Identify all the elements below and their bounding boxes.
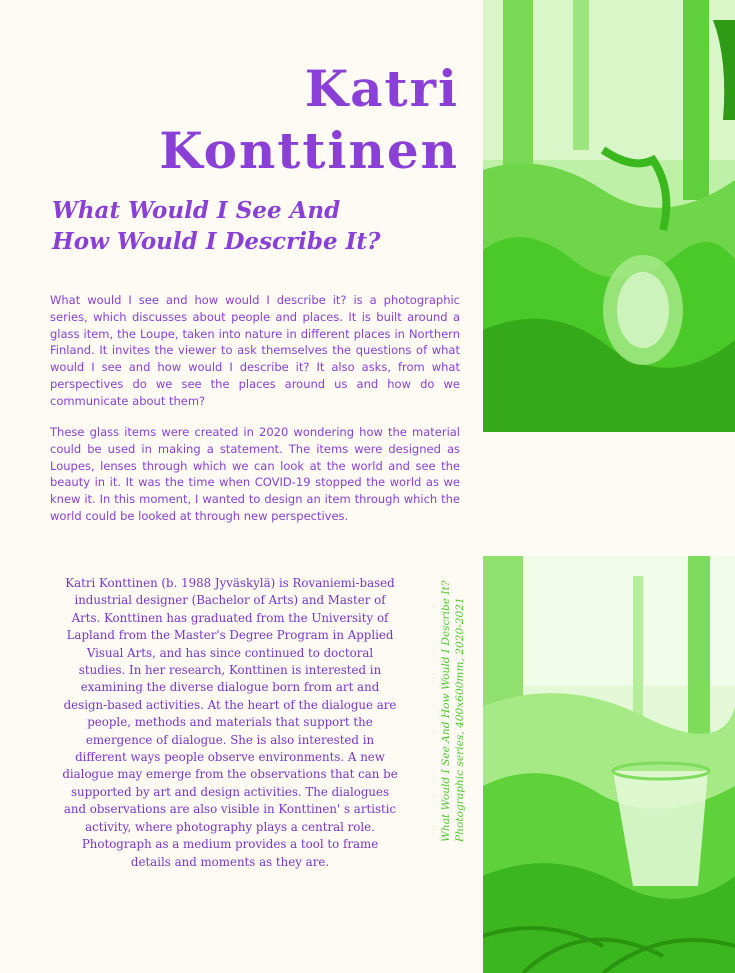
photo-forest-loupe-bottom — [483, 556, 735, 973]
artist-name — [159, 58, 459, 182]
photo-forest-loupe-top — [483, 0, 735, 432]
artist-first-name: Katri — [304, 59, 459, 118]
caption-details: Photographic series, 400x600mm, 2020-2021 — [454, 597, 466, 842]
intro-paragraph-1: What would I see and how would I describe it? is a photographic series, which discusses about people and places. It is built around a glass item, the Loupe, taken into nature in different places in Northern Finland. It invites the viewer to ask themselves the questions of what would I see and how would I describe it? It also asks, from what perspectives do we see the places around us and how do we communicate about them? — [50, 293, 460, 408]
work-title-line-1: What Would I See And — [52, 197, 341, 224]
work-title-line-2: How Would I Describe It? — [52, 228, 381, 255]
artist-bio: Katri Konttinen (b. 1988 Jyväskylä) is Rovaniemi-based industrial designer (Bachelor of Arts) and Master of Arts. Konttinen has graduated from the University of Lapland from the Master's Degree Program in Applied Visual Arts, and has since continued to doctoral studies. In her research, Konttinen is interested in examining the diverse dialogue born from art and design-based activities. At the heart of the dialogue are people, methods and materials that support the emergence of dialogue. She is also interested in different ways people observe environments. A new dialogue may emerge from the observations that can be supported by art and design activities. The dialogues and observations are also visible in Konttinen' s artistic activity, where photography plays a central role. Photograph as a medium provides a tool to frame details and moments as they are. — [62, 576, 398, 869]
photo-bottom-image — [483, 556, 735, 973]
photo-caption — [439, 552, 467, 842]
intro-paragraph-2: These glass items were created in 2020 wondering how the material could be used in making a statement. The items were designed as Loupes, lenses through which we can look at the world and see the beauty in it. It was the time when COVID-19 stopped the world as we knew it. In this moment, I wanted to design an item through which the world could be looked at through new perspectives. — [50, 425, 460, 523]
caption-title: What Would I See And How Would I Describe It? — [440, 580, 452, 842]
work-title — [52, 195, 452, 257]
artist-last-name: Konttinen — [159, 121, 459, 180]
photo-top-image — [483, 0, 735, 432]
